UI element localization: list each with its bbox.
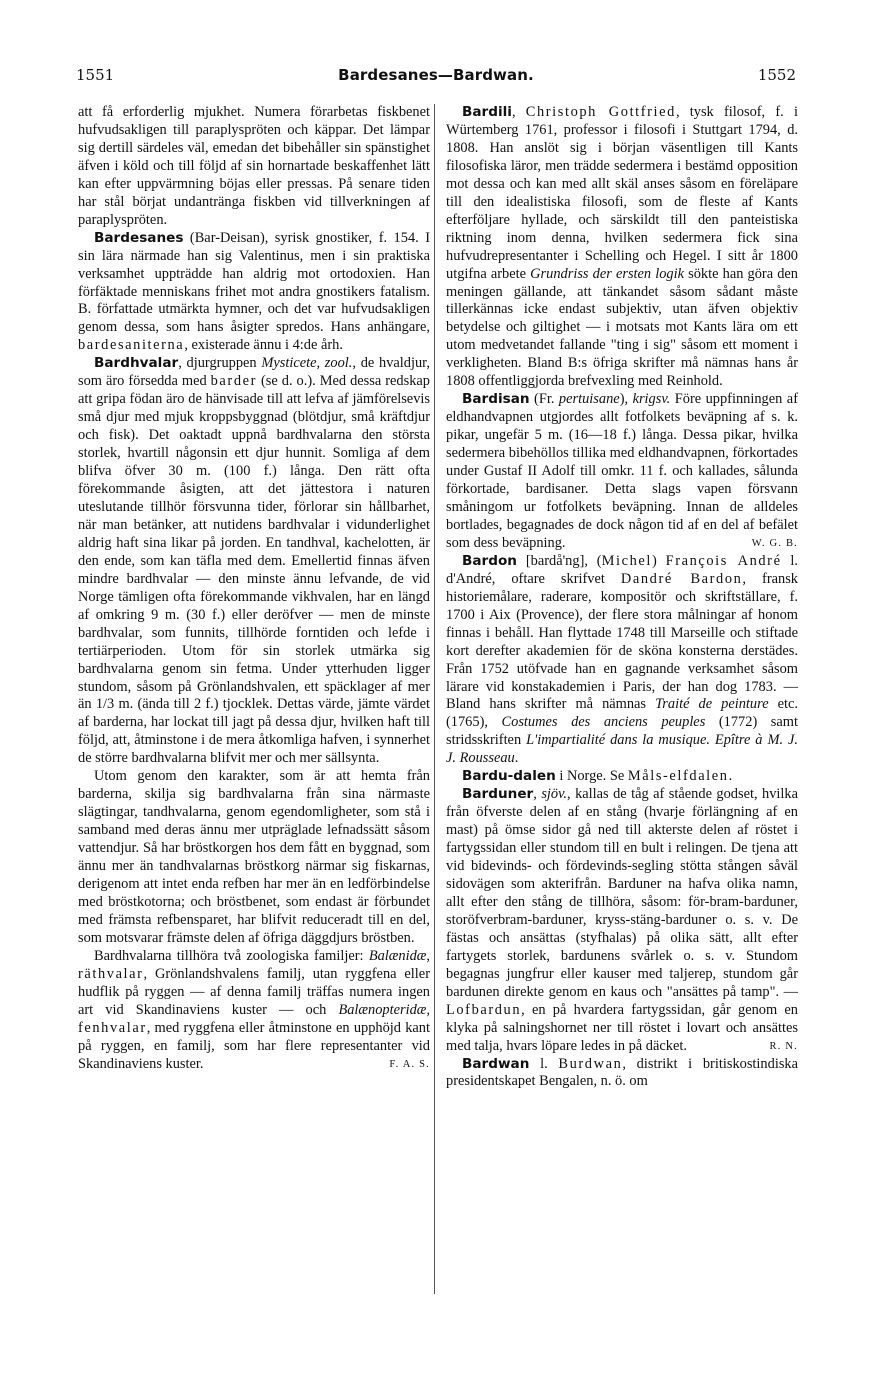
headword: Bardhvalar xyxy=(94,355,179,372)
headword: Bardisan xyxy=(462,391,530,408)
paragraph-families xyxy=(78,948,430,1074)
entry-bardu-dalen xyxy=(446,768,798,786)
entry-text: , distrikt i britiskostindiska presidentskapet Bengalen, n. ö. om xyxy=(446,1055,798,1090)
entry-text: [bardå'ng], ( xyxy=(517,552,602,569)
spaced-term: fenhvalar xyxy=(78,1019,147,1036)
entry-text: , med ryggfena eller åtminstone en upphöjd kant på ryggen, en familj, som har flere representanter vid Skandinaviens kuster. xyxy=(78,1019,430,1072)
paragraph-utom: Utom genom den karakter, som är att hemta från barderna, skilja sig bardhvalarna från sina närmaste slägtingar, tandhvalarna, genom egendomligheter, som stå i samband med deras ännu mer utpräglade lefnadssätt såsom vattendjur. Så har bröstkorgen hos dem fått en byggnad, som ännu mer än tandhvalarnas bröstkorg närmar sig fiskarnas, derigenom att intet enda refben har mer än en ledförbindelse med bröstkotorna; och bröstbenet, som endast är förbundet med främsta refbensparet, har blifvit reduceradt till en del, som motsvarar främste delen af öfriga däggdjurs bröstben. xyxy=(78,768,430,946)
headword: Bardu-dalen xyxy=(462,768,556,785)
author-signature: W. G. B. xyxy=(751,537,798,549)
spaced-term: Burdwan xyxy=(558,1055,623,1072)
entry-text: , xyxy=(533,786,542,803)
entry-text: i Norge. Se xyxy=(555,768,628,785)
column-divider xyxy=(434,104,435,1294)
entry-bardhvalar xyxy=(78,355,430,768)
spaced-term: Michel xyxy=(601,552,652,569)
author-signature: F. A. S. xyxy=(389,1058,430,1070)
author-signature: R. N. xyxy=(769,1040,798,1052)
entry-text: , existerade ännu i 4:de årh. xyxy=(184,337,343,354)
running-title: Bardesanes—Bardwan. xyxy=(338,66,534,84)
latin-term: Balænopteridæ xyxy=(338,1001,427,1018)
entry-text: , djurgruppen xyxy=(178,355,262,372)
cross-reference: Måls-elfdalen xyxy=(627,768,729,785)
entry-text: ), xyxy=(619,391,633,408)
entry-text: , en på hvardera fartygssidan, går genom en klyka på salningshornet ner till röstet i lovart och ansättes med talja, hvars löpare ledes in på däcket. xyxy=(446,1001,798,1054)
spaced-term: Dandré Bardon xyxy=(620,570,743,587)
entry-bardesanes xyxy=(78,230,430,356)
entry-barduner xyxy=(446,786,798,1055)
entry-text: l. d'André, oftare skrifvet xyxy=(446,552,798,587)
entry-text: , kallas de tåg af stående godset, hvilka från öfverste delen af en stång (hvarje förlängning af en mast) på ömse sidor gå ned till akterste delen af röstet i fartygssidan eller stundom till en bult i relingen. De tjena att vid bidevinds- och fördevinds-segling stötta stången såväl sidovägen som akterifrån. Barduner na hafva olika namn, allt efter den stång de tillhöra, såsom: för-bram-barduner, storöfverbram-barduner, kryss-stäng-barduner o. s. v. De fästas och ansättas (styfhalas) på olika sätt, allt efter fartygets storlek, bardunens svårlek o. s. v. Stundom begagnas jungfrur eller kauser med taljerep, stundom går bardunen direkte genom en kaus och "ansättes på tamp". — xyxy=(446,786,798,1000)
entry-text: l. xyxy=(529,1055,559,1072)
spaced-term: räthvalar xyxy=(78,965,144,982)
entry-text: . xyxy=(514,750,519,767)
entry-text: , fransk historiemålare, raderare, kompositör och skriftställare, f. 1700 i Aix (Provence), der flere stora målningar af honom finnas i behåll. Han flyttade 1748 till Marseille och stiftade kort derefter akademien för de sköna konsterna derstädes. Från 1752 utöfvade han en gagnande verksamhet såsom lärare vid konstakademien i Paris, der han dog 1783. — Bland hans skrifter må nämnas xyxy=(446,570,798,713)
entry-bardwan xyxy=(446,1056,798,1092)
foreign-term: pertuisane xyxy=(558,391,620,408)
entry-text: , Grönlandshvalens familj, utan ryggfena eller hudflik på ryggen — af denna familj träffas numera ingen art vid Skandinaviens kuster — och xyxy=(78,965,430,1018)
entry-text: , tysk filosof, f. i Würtemberg 1761, professor i filosofi i Stuttgart 1794, d. 1808. Han anslöt sig i början väsentligen till Kants filosofiska läror, men trädde sedermera i bestämd opposition mot dessa och kan med allt skäl anses såsom en föreläpare till den idealistiska filosofi, som de fleste af Kants efterföljare hyllade, och särskildt till den panteistiska riktning inom denna, hvilken sedermera fick sina hufvudrepresentanter i Schelling och Hegel. I sitt år 1800 utgifna arbete xyxy=(446,104,798,282)
entry-text: Före uppfinningen af eldhandvapnen utgjordes allt fotfolkets beväpning af s. k. pikar, ungefär 5 m. (16—18 f.) långa. Dessa pikar, hvilka sedermera bibehöllos tillika med eldhandvapnen, förkortades under Gustaf II Adolf till omkr. 11 f. och kallades, sålunda förkortade, bardisaner. Detta slags vapen försvann småningom ur fotfolkets beväpning. Innan de alldeles bortlades, begagnades de dock någon tid af en del af befälet som dess beväpning. xyxy=(446,391,798,551)
entry-text: m. (ända till 2 f.) tjocklek. Dettas värde, jämte värdet af barderna, har lockat till jagt på dessa djur, hvilken haft till följd, att, åtminstone i de mera åtkomliga hafven, i synnerhet de större bardhvalarna blifvit mer och mer sällsynta. xyxy=(78,696,430,767)
entry-text: Bardhvalarna tillhöra två zoologiska familjer: xyxy=(94,947,369,964)
entry-text: , xyxy=(426,1001,430,1018)
latin-term: Mysticete, zool. xyxy=(261,355,353,372)
entry-text: (se d. o.). Med dessa redskap att gripa födan äro de hänvisade till att lefva af jämförelsevis små djur med mjuk kroppsbyggnad (blötdjur, små kräftdjur och fisk). Det oaktadt uppnå bardhvalarna den största storlek, hvartill någonsin ett djur hunnit. Somliga af dem blifva öfver 30 m. (100 f.) långa. Den rätt ofta förekommande åsigten, att det jättestora i naturen uteslutande tillhör försvunna tider, förlorar sin hållbarhet, när man betänker, att nutidens bardhvalar i vidunderlighet aldrig haft sina likar på jorden. En tandhval, kachelotten, är den ende, som kan täfla med dem. Emellertid finnas äfven mindre bardhvalar — den minste ännu lefvande, de vid Norge tämligen ofta förekommande vikhvalen, har en längd af omkring 9 m. (30 f.) eller deröfver — men de minste bardhvalar, som funnits, tillhörde forntiden och lefde i tertiärperioden. Utom för sin storlek utmärka sig bardhvalarna genom sin fetma. Under ytterhuden ligger stundom, såsom på Grönlandshvalen, ett späcklager af mer än xyxy=(78,373,430,713)
entry-text: ) xyxy=(651,552,666,569)
right-column xyxy=(446,104,798,1091)
entry-text: , xyxy=(511,104,526,120)
entry-text: sökte han göra den meningen gällande, att tänkandet såsom sådant måste tillerkännas icke endast subjektiv, utan äfven objektiv betydelse och giltighet — i motsats mot Kants lära om ett utom medvetandet fallande "ting i sig" såsom ett moment i verkligheten. Bland B:s öfriga skrifter må nämnas hans år 1808 offentliggjorda brefvexling med Reinhold. xyxy=(446,265,798,390)
headword: Bardili xyxy=(462,104,512,120)
left-column xyxy=(78,104,430,1073)
spaced-term: Christoph Gottfried xyxy=(525,104,676,120)
page-header xyxy=(76,66,796,88)
entry-text: (Bar-Deisan), syrisk gnostiker, f. 154. I sin lära närmade han sig Valentinus, men i sin praktiska verksamhet uppträdde han aldrig mot ortodoxien. Han förfäktade menniskans frihet mot andra gnostikers fatalism. B. författade utmärkta hymner, och det var hufvudsakligen genom dessa, som hans åsigter spredos. Hans anhängare, xyxy=(78,229,430,336)
spaced-term: barder xyxy=(210,373,257,390)
page-number-left: 1551 xyxy=(76,66,115,84)
headword: Bardon xyxy=(462,552,517,569)
continued-paragraph: att få erforderlig mjukhet. Numera förarbetas fiskbenet hufvudsakligen till paraplyspröten och käppar. Det lämpar sig dertill särdeles väl, emedan det bibehåller sin spänstighet äfven i köld och till följd af sin hornartade beskaffenhet lätt kan efter uppvärmning böjas eller pressas. På senare tiden har stål börjat undantränga fiskben vid tillverkningen af paraplyspröten. xyxy=(78,104,430,228)
entry-text: , xyxy=(426,947,430,964)
entry-text: , de hvaldjur, som äro försedda med xyxy=(78,355,430,390)
spaced-term: bardesaniterna xyxy=(78,337,185,354)
page-number-right: 1552 xyxy=(757,66,796,84)
book-title: Costumes des anciens peuples xyxy=(501,714,706,731)
entry-text: etc. (1765), xyxy=(446,696,799,731)
entry-bardili xyxy=(446,104,798,391)
field-label: krigsv. xyxy=(632,391,671,408)
book-title: Grundriss der ersten logik xyxy=(530,265,685,282)
entry-text: . xyxy=(728,768,733,785)
latin-term: Balænidæ xyxy=(368,947,427,964)
headword: Barduner xyxy=(462,786,534,803)
entry-text: (1772) samt stridsskriften xyxy=(446,714,798,749)
spaced-term: François André xyxy=(665,552,782,569)
entry-bardisan xyxy=(446,391,798,553)
book-title: Traité de peinture xyxy=(655,696,769,713)
book-title: L'impartialité dans la musique. Epître à M. J. J. Rousseau xyxy=(446,732,798,767)
spaced-term: Lofbardun xyxy=(446,1001,522,1018)
headword: Bardesanes xyxy=(94,229,184,246)
fraction: 1/3 xyxy=(95,696,115,713)
field-label: sjöv. xyxy=(541,786,568,803)
headword: Bardwan xyxy=(462,1055,530,1072)
entry-text: (Fr. xyxy=(529,391,559,408)
entry-bardon xyxy=(446,553,798,768)
